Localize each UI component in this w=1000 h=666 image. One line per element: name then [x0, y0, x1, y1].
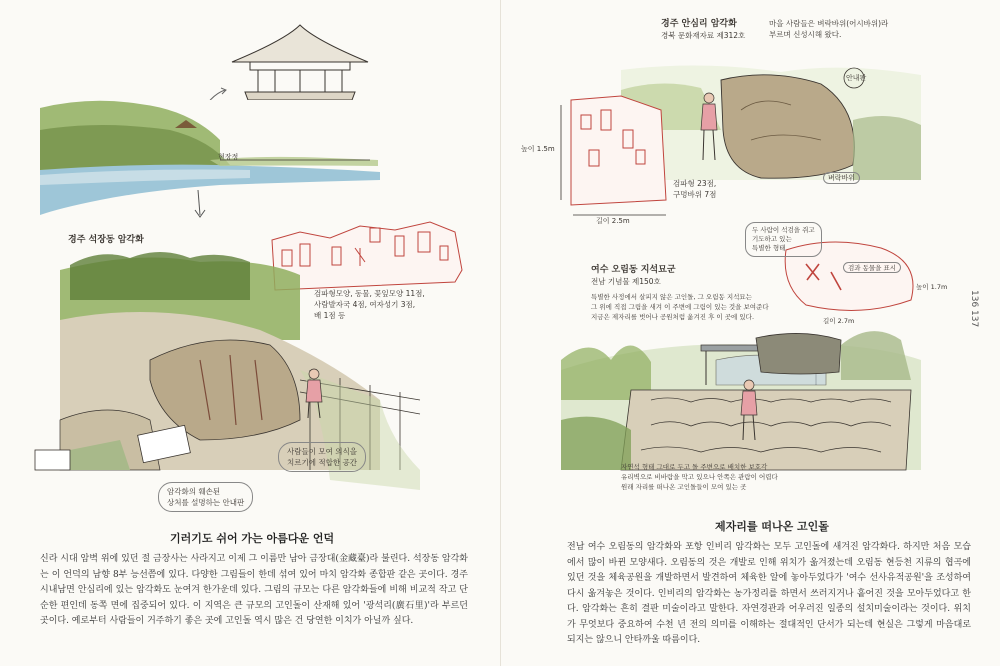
length-note: 길이 2.5m	[596, 217, 630, 225]
figure-note	[745, 222, 822, 257]
ansimri-landscape	[621, 65, 921, 180]
sketch2-subtitle: 전남 기념물 제150호	[591, 277, 661, 286]
sketch1-subtitle: 경북 문화재자료 제312호	[661, 31, 746, 40]
river-landscape	[40, 100, 380, 220]
counts-note-line: 검파형 23점,	[673, 179, 717, 188]
left-paragraph	[40, 552, 468, 630]
sketch2-title: 여수 오림동 지석묘군	[591, 265, 676, 275]
dolmen-park-scene	[561, 331, 921, 470]
sign-note	[158, 482, 253, 512]
sketch-title: 경주 석장동 암각화	[68, 235, 144, 245]
ansimri-rock-sketch	[571, 96, 666, 205]
page-numbers: 136 137	[969, 290, 979, 328]
figure-note-line: 두 사람이 석검을 쥐고	[752, 226, 815, 234]
counts-note-line: 구멍바위 7점	[673, 190, 717, 199]
rock-note: 벼락바위	[823, 172, 860, 184]
right-section-title: 제자리를 떠나온 고인돌	[715, 520, 829, 533]
carvings-note-line: 검파형모양, 동물, 꽃잎모양 11점,	[314, 289, 425, 298]
petroglyph-sketch	[272, 222, 462, 290]
left-section-title: 기러기도 쉬어 가는 아름다운 언덕	[170, 532, 335, 545]
pavilion-note: 현장정	[218, 153, 239, 161]
figure-note-line: 특별한 형태	[752, 244, 786, 252]
village-note	[769, 18, 888, 40]
counts-note	[673, 178, 716, 200]
park-note	[621, 462, 778, 492]
figure-label: 검과 동물을 표시	[843, 262, 901, 273]
worship-note-line: 사람들이 모여 의식을	[287, 447, 357, 456]
pavilion-drawing	[232, 25, 368, 106]
stone-width-note: 길이 2.7m	[823, 317, 855, 325]
dolmen-note	[591, 292, 769, 322]
dolmen-note-line: 지금은 제자리를 벗어나 공원처럼 옮겨진 후 이 곳에 있다.	[591, 313, 755, 321]
village-note-line: 마을 사람들은 벼락바위(어시바위)라	[769, 19, 889, 28]
carvings-note-line: 사람발자국 4점, 여자성기 3점,	[314, 300, 416, 309]
park-note-line: 원래 자리를 떠나온 고인돌들이 모여 있는 곳	[621, 483, 747, 491]
sign-note-line: 암각화의 훼손된	[167, 487, 221, 496]
guide-note: 안내판	[846, 74, 867, 82]
sign-note-line: 상처를 설명하는 안내판	[167, 498, 245, 507]
village-note-line: 부르며 신성시해 왔다.	[769, 30, 842, 39]
right-paragraph	[567, 540, 971, 649]
park-note-line: 유리벽으로 비바람을 막고 있으나 안쪽은 관람이 어렵다	[621, 473, 778, 481]
park-note-line: 자연석 형태 그대로 두고 돌 주변으로 배치한 보호각	[621, 463, 768, 471]
worship-note-line: 치르기에 적합한 공간	[287, 458, 357, 467]
right-page	[500, 0, 1000, 666]
carvings-note	[314, 288, 425, 321]
carvings-note-line: 배 1점 등	[314, 311, 346, 320]
worship-note	[278, 442, 366, 472]
figure-note-line: 기도하고 있는	[752, 235, 792, 243]
right-paragraph-text: 전남 여수 오림동의 암각화와 포항 인비리 암각화는 모두 고인돌에 새겨진 암각화다. 하지만 처음 모습에서 많이 바뀐 모양새다. 오림동의 것은 개발로 인해 위치가 옮겨졌는데 오림동 현등천 지류의 협곡에 있던 것을 체육공원을 개발하면서 발견하여 체육한 알에 놓아두었다가 '여수 선사유적공원'을 조성하여 다시 옮겨놓은 것이다. 인비리의 암각화는 농가정리를 하면서 쓰러지거나 흩어진 것을 모아두었다고 한다. 암각화는 흔히 결판 미술이라고 말한다. 자연경관과 어우러진 일종의 설치미술이라는 것이다. 위치가 무엇보다 중요하여 수천 년 전의 의미를 이해하는 절대적인 단서가 되는데 현실은 그렇게 마음대로 되지는 않으니 안타까울 따름이다.	[567, 542, 971, 645]
height-note: 높이 1.5m	[521, 145, 555, 153]
left-paragraph-text: 신라 시대 암벽 위에 있던 절 금장사는 사라지고 이제 그 이름만 남아 금장대(金藏臺)라 불린다. 석장동 암각화는 이 언덕의 남향 8부 능선쯤에 있다. 다양한 그림들이 한데 섞여 있어 마치 암각화 종합판 같은 곳이다. 경주시내남면 안심리에 있는 암각화도 눈여겨 한가운데 있다. 그림의 규모는 다른 암각화들에 비해 비교적 작고 단순한 편인데 동쪽 면에 집중되어 있다. 이 지역은 큰 규모의 고인돌이 산재해 있어 '광석리(廣石里)'라 부르던 곳이다. 예로부터 사람들이 거주하기 좋은 곳에 고인돌 역시 많은 건 당연한 이치가 아닐까 싶다.	[40, 554, 468, 626]
dolmen-note-line: 그 위에 직접 그림을 새겨 이 주변에 그림이 있는 것을 보여준다	[591, 303, 769, 311]
sketch1-title: 경주 안심리 암각화	[661, 19, 737, 29]
dolmen-note-line: 특별한 사정에서 살피지 않은 고인돌, 그 오림동 지석묘는	[591, 293, 752, 301]
stone-height-note: 높이 1.7m	[916, 283, 948, 291]
